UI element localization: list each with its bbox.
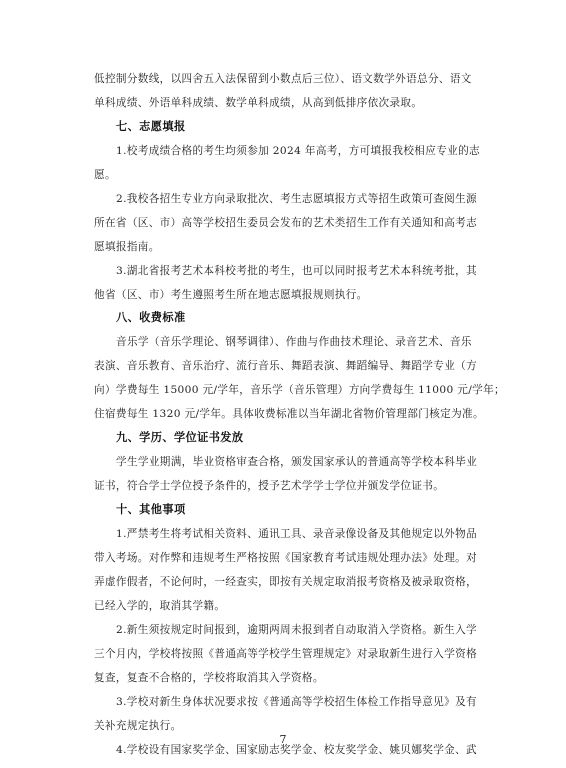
paragraph-line: 复查，复查不合格的，学校将取消其入学资格。	[94, 672, 324, 684]
paragraph-line: 带入考场。对作弊和违规考生严格按照《国家教育考试违规处理办法》处理。对	[94, 552, 478, 564]
paragraph-line: 学生学业期满，毕业资格审查合格，颁发国家承认的普通高等学校本科毕业	[116, 456, 478, 468]
paragraph-line: 音乐学（音乐学理论、钢琴调律）、作曲与作曲技术理论、录音艺术、音乐	[116, 336, 472, 348]
paragraph-line: 1.校考成绩合格的考生均须参加 2024 年高考，方可填报我校相应专业的志	[116, 145, 480, 157]
paragraph-line: 低控制分数线，以四舍五入法保留到小数点后三位）、语文数学外语总分、语文	[94, 73, 472, 85]
paragraph-line: 住宿费每生 1320 元/学年。具体收费标准以当年湖北省物价管理部门核定为准。	[94, 408, 484, 420]
paragraph-line: 4.学校设有国家奖学金、国家励志奖学金、校友奖学金、姚贝娜奖学金、武	[116, 744, 478, 756]
section-heading-9: 九、学历、学位证书发放	[116, 431, 244, 444]
paragraph-line: 愿填报指南。	[94, 241, 160, 253]
paragraph-line: 表演、音乐教育、音乐治疗、流行音乐、舞蹈表演、舞蹈编导、舞蹈学专业（方	[94, 360, 478, 372]
paragraph-line: 2.新生须按规定时间报到，逾期两周未报到者自动取消入学资格。新生入学	[116, 624, 478, 636]
section-heading-8: 八、收费标准	[116, 311, 186, 324]
paragraph-line: 愿。	[94, 169, 116, 181]
paragraph-line: 3.学校对新生身体状况要求按《普通高等学校招生体检工作指导意见》及有	[116, 696, 478, 708]
paragraph-line: 已经入学的，取消其学籍。	[94, 600, 226, 612]
section-heading-10: 十、其他事项	[116, 503, 186, 516]
paragraph-line: 单科成绩、外语单科成绩、数学单科成绩，从高到低排序依次录取。	[94, 97, 423, 109]
paragraph-line: 弄虚作假者，不论何时，一经查实，即按有关规定取消报考资格及被录取资格，	[94, 576, 478, 588]
paragraph-line: 向）学费每生 15000 元/学年，音乐学（音乐管理）方向学费每生 11000 元/学年；	[94, 384, 505, 396]
paragraph-line: 三个月内，学校将按照《普通高等学校学生管理规定》对录取新生进行入学资格	[94, 648, 478, 660]
section-heading-7: 七、志愿填报	[116, 120, 186, 133]
paragraph-line: 关补充规定执行。	[94, 720, 182, 732]
paragraph-line: 2.我校各招生专业方向录取批次、考生志愿填报方式等招生政策可查阅生源	[116, 193, 478, 205]
page-number: 7	[279, 733, 287, 746]
paragraph-line: 3.湖北省报考艺术本科校考批的考生，也可以同时报考艺术本科统考批，其	[116, 265, 478, 277]
paragraph-line: 所在省（区、市）高等学校招生委员会发布的艺术类招生工作有关通知和高考志	[94, 217, 478, 229]
paragraph-line: 1.严禁考生将考试相关资料、通讯工具、录音录像设备及其他规定以外物品	[116, 528, 478, 540]
paragraph-line: 证书，符合学士学位授予条件的，授予艺术学学士学位并颁发学位证书。	[94, 480, 445, 492]
paragraph-line: 他省（区、市）考生遵照考生所在地志愿填报规则执行。	[94, 289, 368, 301]
